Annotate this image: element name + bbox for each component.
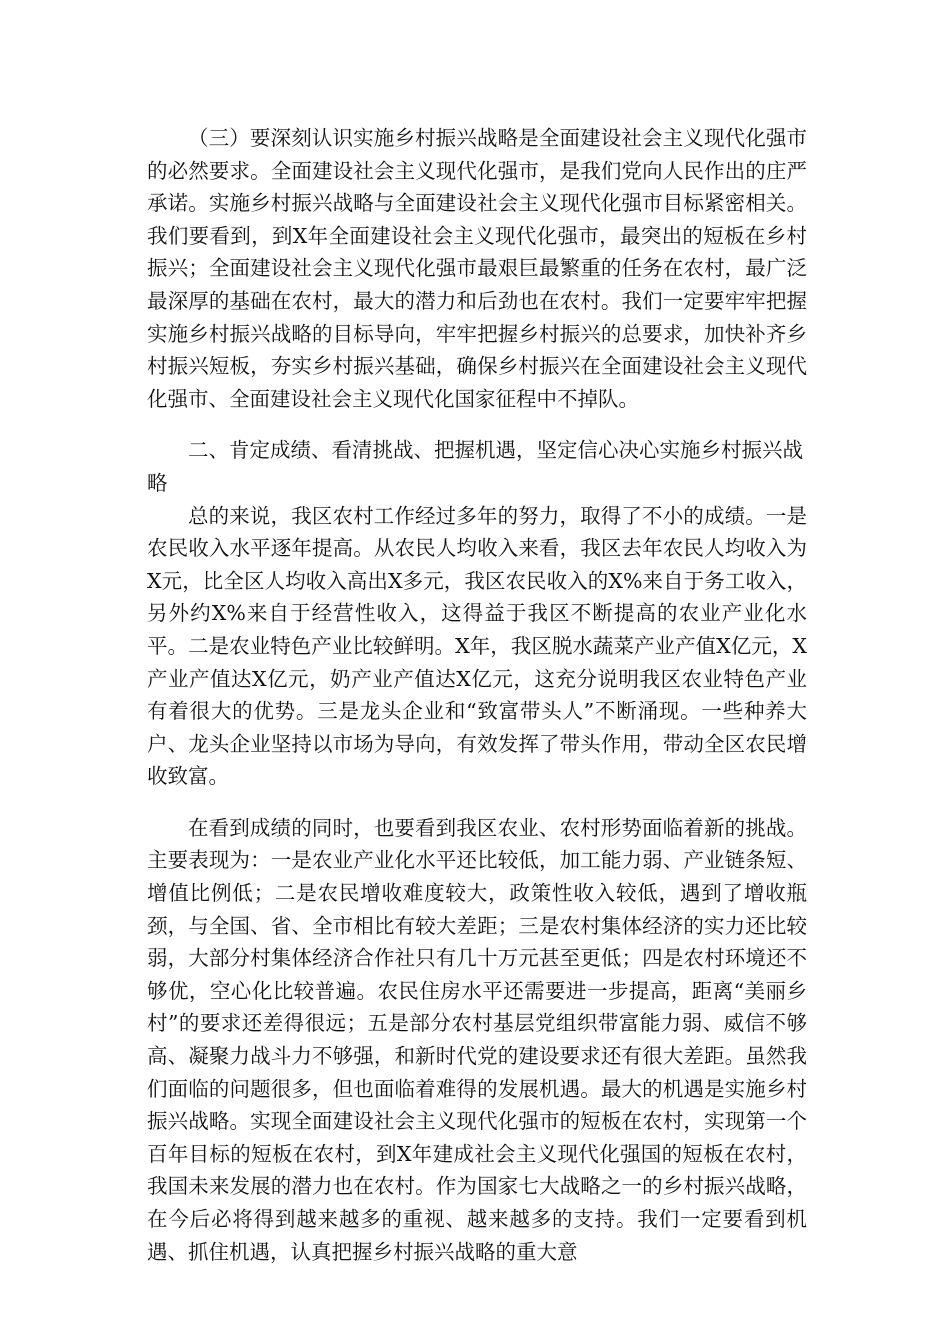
section-heading-2: 二、肯定成绩、看清挑战、把握机遇，坚定信心决心实施乡村振兴战略	[147, 438, 803, 495]
paragraph-achievements: 总的来说，我区农村工作经过多年的努力，取得了不小的成绩。一是农民收入水平逐年提高。从农民人均收入来看，我区去年农民人均收入为X元，比全区人均收入高出X多元，我区农民收入的X%来自于务工收入，另外约X%来自于经营性收入，这得益于我区不断提高的农业产业化水平。二是农业特色产业比较鲜明。X年，我区脱水蔬菜产业产值X亿元，X产业产值达X亿元，奶产业产值达X亿元，这充分说明我区农业特色产业有着很大的优势。三是龙头企业和“致富带头人”不断涌现。一些种养大户、龙头企业坚持以市场为导向，有效发挥了带头作用，带动全区农民增收致富。	[147, 503, 807, 789]
paragraph-section-3: （三）要深刻认识实施乡村振兴战略是全面建设社会主义现代化强市的必然要求。全面建设社会主义现代化强市，是我们党向人民作出的庄严承诺。实施乡村振兴战略与全面建设社会主义现代化强市目标紧密相关。我们要看到，到X年全面建设社会主义现代化强市，最突出的短板在乡村振兴；全面建设社会主义现代化强市最艰巨最繁重的任务在农村，最广泛最深厚的基础在农村，最大的潜力和后劲也在农村。我们一定要牢牢把握实施乡村振兴战略的目标导向，牢牢把握乡村振兴的总要求，加快补齐乡村振兴短板，夯实乡村振兴基础，确保乡村振兴在全面建设社会主义现代化强市、全面建设社会主义现代化国家征程中不掉队。	[147, 126, 807, 411]
document-body	[147, 122, 807, 1268]
paragraph-challenges: 在看到成绩的同时，也要看到我区农业、农村形势面临着新的挑战。主要表现为：一是农业产业化水平还比较低，加工能力弱、产业链条短、增值比例低；二是农民增收难度较大，政策性收入较低，遇到了增收瓶颈，与全国、省、全市相比有较大差距；三是农村集体经济的实力还比较弱，大部分村集体经济合作社只有几十万元甚至更低；四是农村环境还不够优，空心化比较普遍。农民住房水平还需要进一步提高，距离“美丽乡村”的要求还差得很远；五是部分农村基层党组织带富能力弱、威信不够高、凝聚力战斗力不够强，和新时代党的建设要求还有很大差距。虽然我们面临的问题很多，但也面临着难得的发展机遇。最大的机遇是实施乡村振兴战略。实现全面建设社会主义现代化强市的短板在农村，实现第一个百年目标的短板在农村，到X年建成社会主义现代化强国的短板在农村，我国未来发展的潜力也在农村。作为国家七大战略之一的乡村振兴战略，在今后必将得到越来越多的重视、越来越多的支持。我们一定要看到机遇、抓住机遇，认真把握乡村振兴战略的重大意	[147, 815, 807, 1264]
